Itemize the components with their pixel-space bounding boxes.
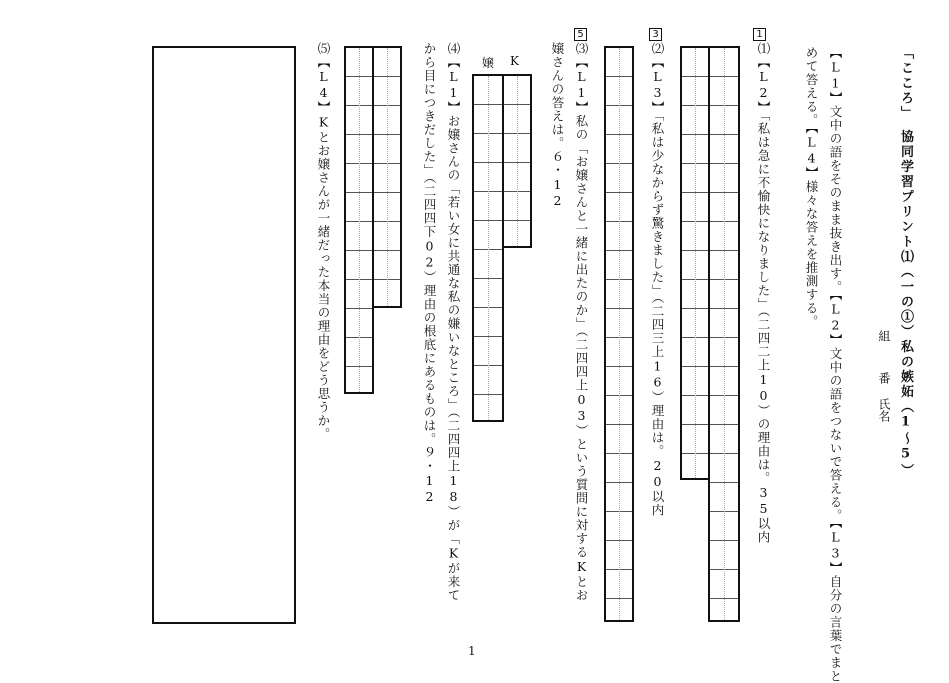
q3-number: ⑶ (574, 42, 589, 56)
q1-answer-grid-a[interactable] (708, 46, 740, 622)
q4-text-line2: から目につきだした」（二四四下02）理由の根底にあるものは。９・12 (422, 42, 437, 505)
q3-text-line2: 嬢さんの答えは。６・12 (550, 42, 565, 209)
class-label: 組 (877, 330, 891, 342)
q3-label-ojo: 嬢 (482, 56, 495, 70)
instructions-line1: 【L1】文中の語をそのまま抜き出す。【L2】文中の語をつないで答える。【L3】自分の言葉でまと (828, 46, 843, 683)
q5-answer-box[interactable] (152, 46, 296, 624)
q3-box-number: 5 (574, 28, 587, 41)
q1-answer-grid-b[interactable] (680, 46, 710, 480)
instructions-line2: めて答える。【L4】様々な答えを推測する。 (804, 46, 819, 329)
name-label: 氏名 (877, 398, 891, 422)
q3-question: 【L1】私の「お嬢さんと一緒に出たのか」（二四四上03）という質問に対するKとお (574, 55, 589, 602)
q5-text (312, 42, 334, 441)
q1-text (752, 42, 774, 544)
q2-question: 【L3】「私は少なからず驚きました」（二四三上16）理由は。20以内 (650, 55, 665, 517)
q4-answer-grid-a[interactable] (372, 46, 402, 308)
number-label: 番 (877, 372, 891, 384)
q1-question: 【L2】「私は急に不愉快になりました」（二四二上10）の理由は。35以内 (756, 55, 771, 544)
q3-label-k: K (510, 54, 519, 68)
q2-number: ⑵ (650, 42, 665, 56)
page-number: 1 (468, 644, 476, 658)
q4-number: ⑷ (446, 42, 461, 56)
q3-text (570, 42, 592, 602)
q5-number: ⑸ (316, 42, 331, 56)
page-title: 「こころ」 協同学習プリント⑴（一の①）私の嫉妬（1～5） (898, 46, 913, 479)
q1-number: ⑴ (756, 42, 771, 56)
q2-box-number: 3 (649, 28, 662, 41)
q2-text (646, 42, 668, 517)
q3-answer-grid-ojo[interactable] (472, 74, 504, 422)
q2-answer-grid[interactable] (604, 46, 634, 622)
q5-question: 【L4】Kとお嬢さんが一緒だった本当の理由をどう思うか。 (316, 55, 331, 441)
q3-answer-grid-k[interactable] (502, 74, 532, 248)
q4-question: 【L1】お嬢さんの「若い女に共通な私の嫌いなところ」（二四四上18）が「Kが来て (446, 55, 461, 602)
q4-text (442, 42, 464, 602)
q4-answer-grid-b[interactable] (344, 46, 374, 394)
q1-box-number: 1 (753, 28, 766, 41)
